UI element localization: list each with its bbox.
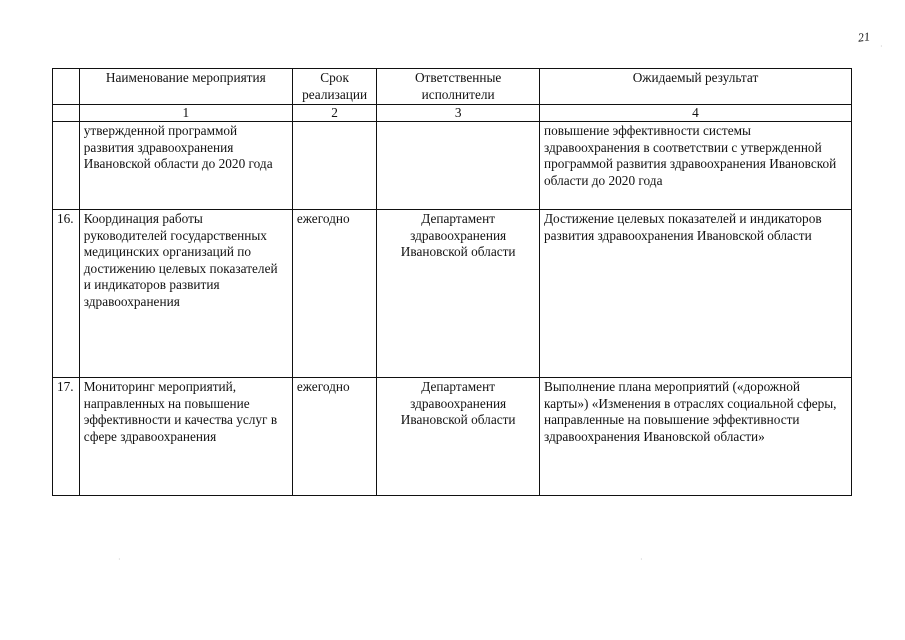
table-row [53, 378, 852, 496]
table-row [53, 210, 852, 378]
table-row [53, 122, 852, 210]
index-1: 1 [79, 105, 292, 122]
row-number [53, 122, 80, 210]
header-name: Наименование мероприятия [79, 69, 292, 105]
row-number: 16. [53, 210, 80, 378]
header-term: Срок реализации [292, 69, 376, 105]
header-responsible: Ответственные исполнители [377, 69, 540, 105]
page-number: 21 [857, 29, 871, 45]
row-term: ежегодно [292, 210, 376, 378]
row-result: Выполнение плана мероприятий («дорожной карты») «Изменения в отраслях социальной сферы, направленные на повышение эффективности здравоохранения Ивановской области» [539, 378, 851, 496]
row-responsible [377, 122, 540, 210]
index-num [53, 105, 80, 122]
scan-speckle: · [640, 555, 643, 564]
row-result: Достижение целевых показателей и индикаторов развития здравоохранения Ивановской области [539, 210, 851, 378]
row-name: Координация работы руководителей государственных медицинских организаций по достижению целевых показателей и индикаторов развития здравоохранения [79, 210, 292, 378]
row-responsible: Департамент здравоохранения Ивановской области [377, 210, 540, 378]
header-row [53, 69, 852, 105]
row-term: ежегодно [292, 378, 376, 496]
scan-speckle: · [880, 42, 883, 51]
row-number: 17. [53, 378, 80, 496]
index-3: 3 [377, 105, 540, 122]
measures-table [52, 68, 852, 496]
header-num [53, 69, 80, 105]
row-name: Мониторинг мероприятий, направленных на повышение эффективности и качества услуг в сфере здравоохранения [79, 378, 292, 496]
index-4: 4 [539, 105, 851, 122]
header-result: Ожидаемый результат [539, 69, 851, 105]
row-result: повышение эффективности системы здравоохранения в соответствии с утвержденной программой развития здравоохранения Ивановской области до 2020 года [539, 122, 851, 210]
row-responsible: Департамент здравоохранения Ивановской области [377, 378, 540, 496]
index-2: 2 [292, 105, 376, 122]
scan-speckle: · [118, 555, 121, 564]
column-index-row [53, 105, 852, 122]
row-name: утвержденной программой развития здравоохранения Ивановской области до 2020 года [79, 122, 292, 210]
row-term [292, 122, 376, 210]
